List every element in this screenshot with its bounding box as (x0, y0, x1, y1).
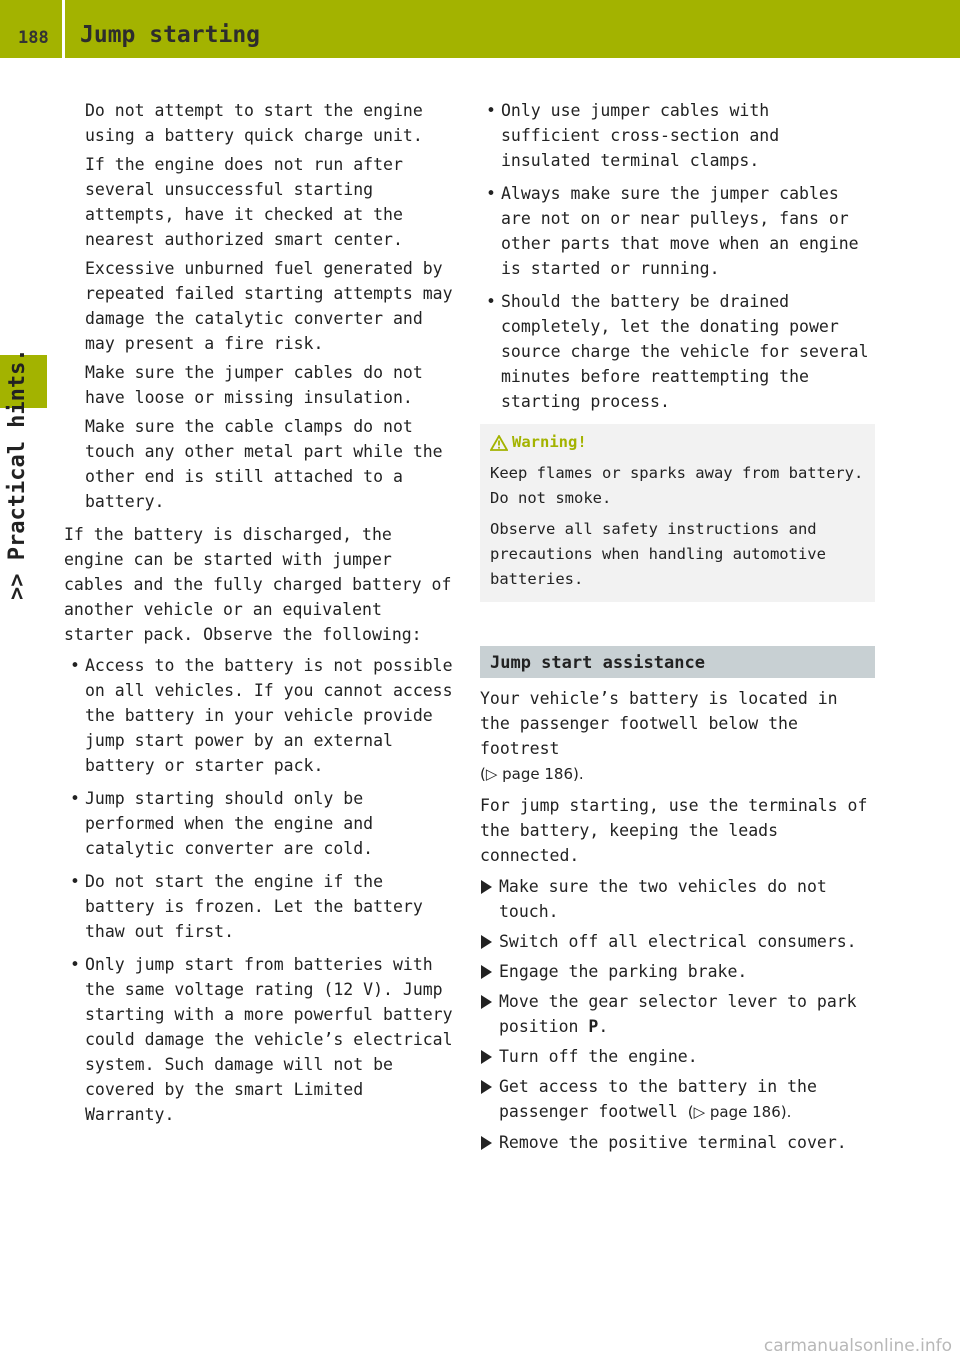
bullet-dot: • (70, 789, 80, 808)
step-item (480, 1044, 875, 1069)
warning-header (490, 430, 865, 459)
page-header (0, 0, 960, 58)
step-item (480, 874, 875, 924)
page-number: 188 (18, 28, 49, 48)
step-text-end: . (598, 1017, 609, 1036)
step-text: Turn off the engine. (499, 1047, 698, 1066)
bullet-item (480, 181, 875, 281)
bullet-dot: • (486, 184, 496, 203)
left-column (64, 98, 459, 1135)
bullet-text: Only use jumper cables with sufficient cross-section and insulated terminal clamps. (501, 101, 780, 170)
page-reference-link[interactable]: (▷ page 186). (687, 1103, 792, 1121)
step-arrow-icon (481, 880, 492, 894)
header-divider (62, 0, 65, 58)
bullet-item (64, 786, 459, 861)
bullet-dot: • (70, 872, 80, 891)
bullet-text: Only jump start from batteries with the same voltage rating (12 V). Jump starting with a more powerful battery could damage the vehicle’s electrical system. Such damage will not be covered by the smart Limited Warranty. (85, 955, 453, 1124)
indented-paragraph: Do not attempt to start the engine using a battery quick charge unit. (85, 101, 423, 145)
intro-paragraph: If the battery is discharged, the engine can be started with jumper cables and the fully charged battery of another vehicle or an equivalent starter pack. Observe the following: (64, 525, 452, 644)
bullet-dot: • (486, 101, 496, 120)
indented-paragraph: Excessive unburned fuel generated by repeated failed starting attempts may damage the catalytic converter and may present a fire risk. (85, 259, 453, 353)
bullet-dot: • (70, 955, 80, 974)
warning-text: Observe all safety instructions and precautions when handling automotive batteries. (490, 520, 826, 588)
step-text: Engage the parking brake. (499, 962, 748, 981)
step-item (480, 929, 875, 954)
step-arrow-icon (481, 965, 492, 979)
warning-text: Keep flames or sparks away from battery. Do not smoke. (490, 464, 864, 507)
watermark: carmanualsonline.info (763, 1336, 952, 1356)
warning-title: Warning! (512, 433, 587, 451)
bullet-text: Access to the battery is not possible on all vehicles. If you cannot access the battery in your vehicle provide jump start power by an external battery or starter pack. (85, 656, 453, 775)
bullet-text: Should the battery be drained completely, let the donating power source charge the vehicle for several minutes before reattempting the starting process. (501, 292, 869, 411)
page-reference-link[interactable]: (▷ page 186). (480, 765, 584, 783)
step-arrow-icon (481, 995, 492, 1009)
body-paragraph: For jump starting, use the terminals of the battery, keeping the leads connected. (480, 796, 868, 865)
bullet-text: Jump starting should only be performed when the engine and catalytic converter are cold. (85, 789, 374, 858)
warning-box (480, 424, 875, 602)
paragraph-text: Your vehicle’s battery is located in the passenger footwell below the footrest (480, 689, 838, 758)
step-item (480, 1130, 875, 1155)
warning-triangle-icon (490, 434, 512, 459)
step-item (480, 959, 875, 984)
bullet-item (64, 653, 459, 778)
bullet-item (480, 98, 875, 173)
step-item (480, 989, 875, 1039)
step-arrow-icon (481, 1050, 492, 1064)
step-text: Move the gear selector lever to park position (499, 992, 857, 1036)
step-arrow-icon (481, 1136, 492, 1150)
bullet-text: Always make sure the jumper cables are not on or near pulleys, fans or other parts that move when an engine is started or running. (501, 184, 859, 278)
indented-paragraph: Make sure the jumper cables do not have loose or missing insulation. (85, 363, 423, 407)
step-arrow-icon (481, 1080, 492, 1094)
gear-position-label: P (588, 1017, 599, 1036)
indented-paragraph: Make sure the cable clamps do not touch any other metal part while the other end is still attached to a battery. (85, 417, 443, 511)
bullet-dot: • (486, 292, 496, 311)
step-text: Switch off all electrical consumers. (499, 932, 857, 951)
section-heading: Jump start assistance (480, 646, 875, 678)
bullet-item (480, 289, 875, 414)
sidebar-label: >> Practical hints. (5, 348, 30, 600)
bullet-text: Do not start the engine if the battery is frozen. Let the battery thaw out first. (85, 872, 423, 941)
step-item (480, 1074, 875, 1125)
page-title: Jump starting (80, 22, 261, 48)
step-text: Get access to the battery in the passenger footwell (499, 1077, 817, 1121)
right-column (480, 98, 875, 1160)
step-text: Make sure the two vehicles do not touch. (499, 877, 827, 921)
step-arrow-icon (481, 935, 492, 949)
body-paragraph (480, 686, 875, 787)
bullet-item (64, 869, 459, 944)
step-text: Remove the positive terminal cover. (499, 1133, 847, 1152)
bullet-item (64, 952, 459, 1127)
bullet-dot: • (70, 656, 80, 675)
indented-paragraph: If the engine does not run after several unsuccessful starting attempts, have it checked at the nearest authorized smart center. (85, 155, 403, 249)
